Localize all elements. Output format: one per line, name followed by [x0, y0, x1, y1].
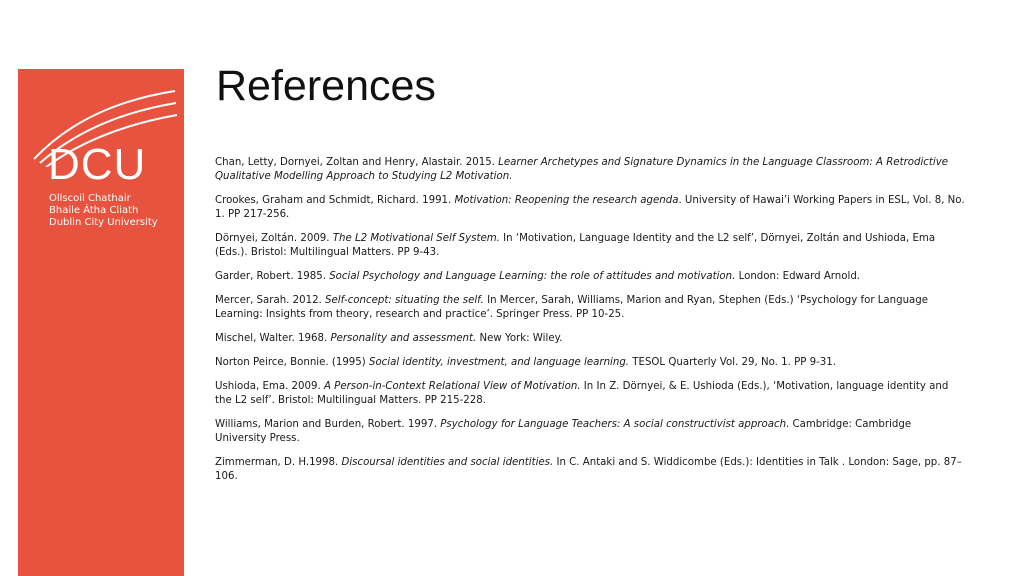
- university-names: [49, 193, 158, 229]
- reference-item: Mercer, Sarah. 2012. Self-concept: situating the self. In Mercer, Sarah, Williams, Marion and Ryan, Stephen (Eds.) ‘Psychology for Language Learning: Insights from theory, research and practice’. Springer Press. PP 10-25.: [215, 295, 929, 320]
- reference-item: Dörnyei, Zoltán. 2009. The L2 Motivational Self System. In ‘Motivation, Language Identity and the L2 self’, Dörnyei, Zoltán and Ushioda, Ema (Eds.). Bristol: Multilingual Matters. PP 9-43.: [215, 233, 936, 258]
- university-name-irish-1: Ollscoil Chathair: [49, 193, 131, 204]
- university-name-english: Dublin City University: [49, 217, 158, 228]
- reference-item: Crookes, Graham and Schmidt, Richard. 1991. Motivation: Reopening the research agenda. University of Hawai’i Working Papers in ESL, Vol. 8, No. 1. PP 217-256.: [215, 195, 965, 220]
- page-title: References: [216, 62, 436, 110]
- dcu-logo-text: DCU: [48, 140, 147, 189]
- reference-item: Zimmerman, D. H.1998. Discoursal identities and social identities. In C. Antaki and S. Widdicombe (Eds.): Identities in Talk . London: Sage, pp. 87–106.: [215, 457, 962, 482]
- reference-item: Garder, Robert. 1985. Social Psychology and Language Learning: the role of attitudes and motivation. London: Edward Arnold.: [215, 271, 861, 282]
- reference-item: Williams, Marion and Burden, Robert. 1997. Psychology for Language Teachers: A social constructivist approach. Cambridge: Cambridge University Press.: [215, 419, 912, 444]
- university-name-irish-2: Bhaile Átha Cliath: [49, 205, 139, 216]
- reference-item: Ushioda, Ema. 2009. A Person-in-Context Relational View of Motivation. In In Z. Dörnyei, & E. Ushioda (Eds.), ‘Motivation, language identity and the L2 self’. Bristol: Multilingual Matters. PP 215-228.: [215, 381, 949, 406]
- reference-item: Mischel, Walter. 1968. Personality and assessment. New York: Wiley.: [215, 333, 563, 344]
- brand-panel: [18, 69, 184, 576]
- reference-list: [215, 156, 965, 494]
- reference-item: Norton Peirce, Bonnie. (1995) Social identity, investment, and language learning. TESOL Quarterly Vol. 29, No. 1. PP 9-31.: [215, 357, 836, 368]
- reference-item: Chan, Letty, Dornyei, Zoltan and Henry, Alastair. 2015. Learner Archetypes and Signature Dynamics in the Language Classroom: A Retrodictive Qualitative Modelling Approach to Studying L2 Motivation.: [215, 157, 949, 182]
